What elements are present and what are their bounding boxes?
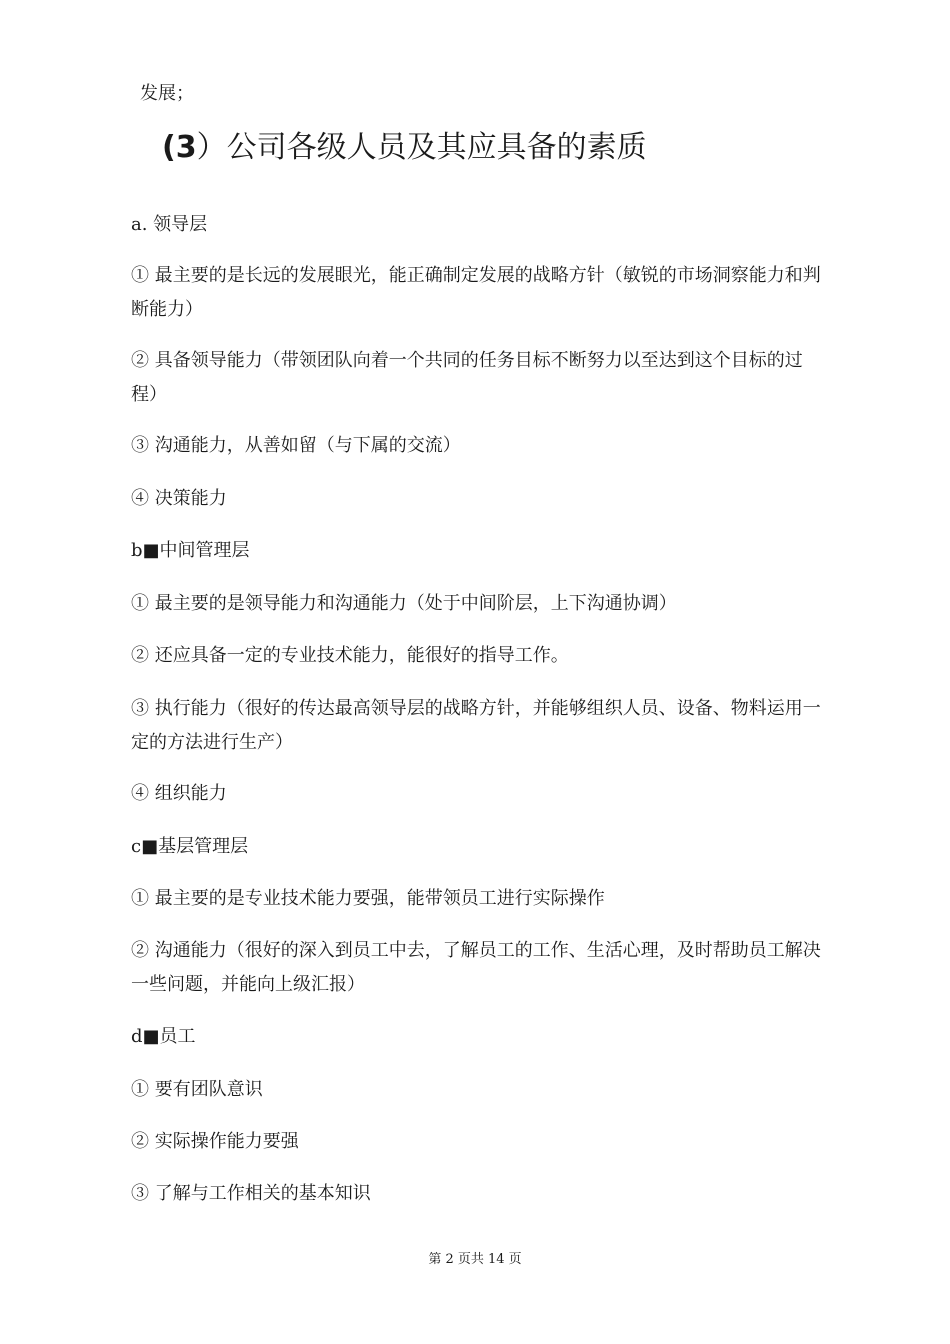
leaders-item-4: ④ 决策能力 <box>131 488 227 509</box>
leaders-item-1: ① 最主要的是长远的发展眼光，能正确制定发展的战略方针（敏锐的市场洞察能力和判断能力） <box>131 265 821 320</box>
middle-item-4: ④ 组织能力 <box>131 783 227 804</box>
heading-text: ）公司各级人员及其应具备的素质 <box>196 130 647 165</box>
heading-number: (3 <box>162 130 197 165</box>
staff-item-1: ① 要有团队意识 <box>131 1079 263 1100</box>
page-footer: 第 2 页共 14 页 <box>428 1252 522 1267</box>
basic-title: c■基层管理层 <box>131 836 249 857</box>
intro-text: 发展； <box>140 83 194 104</box>
basic-item-2: ② 沟通能力（很好的深入到员工中去，了解员工的工作、生活心理，及时帮助员工解决一些问题，并能向上级汇报） <box>131 940 821 995</box>
middle-title: b■中间管理层 <box>131 540 250 561</box>
staff-title: d■员工 <box>131 1026 196 1047</box>
middle-item-2: ② 还应具备一定的专业技术能力，能很好的指导工作。 <box>131 645 569 666</box>
basic-item-1: ① 最主要的是专业技术能力要强，能带领员工进行实际操作 <box>131 888 605 909</box>
leaders-title: a. 领导层 <box>131 214 208 235</box>
staff-item-3: ③ 了解与工作相关的基本知识 <box>131 1183 371 1204</box>
middle-item-3: ③ 执行能力（很好的传达最高领导层的战略方针，并能够组织人员、设备、物料运用一定的方法进行生产） <box>131 698 821 753</box>
leaders-item-2: ② 具备领导能力（带领团队向着一个共同的任务目标不断努力以至达到这个目标的过程） <box>131 350 803 405</box>
staff-item-2: ② 实际操作能力要强 <box>131 1131 299 1152</box>
section-heading <box>162 126 647 170</box>
leaders-item-3: ③ 沟通能力，从善如留（与下属的交流） <box>131 435 461 456</box>
middle-item-1: ① 最主要的是领导能力和沟通能力（处于中间阶层，上下沟通协调） <box>131 593 677 614</box>
